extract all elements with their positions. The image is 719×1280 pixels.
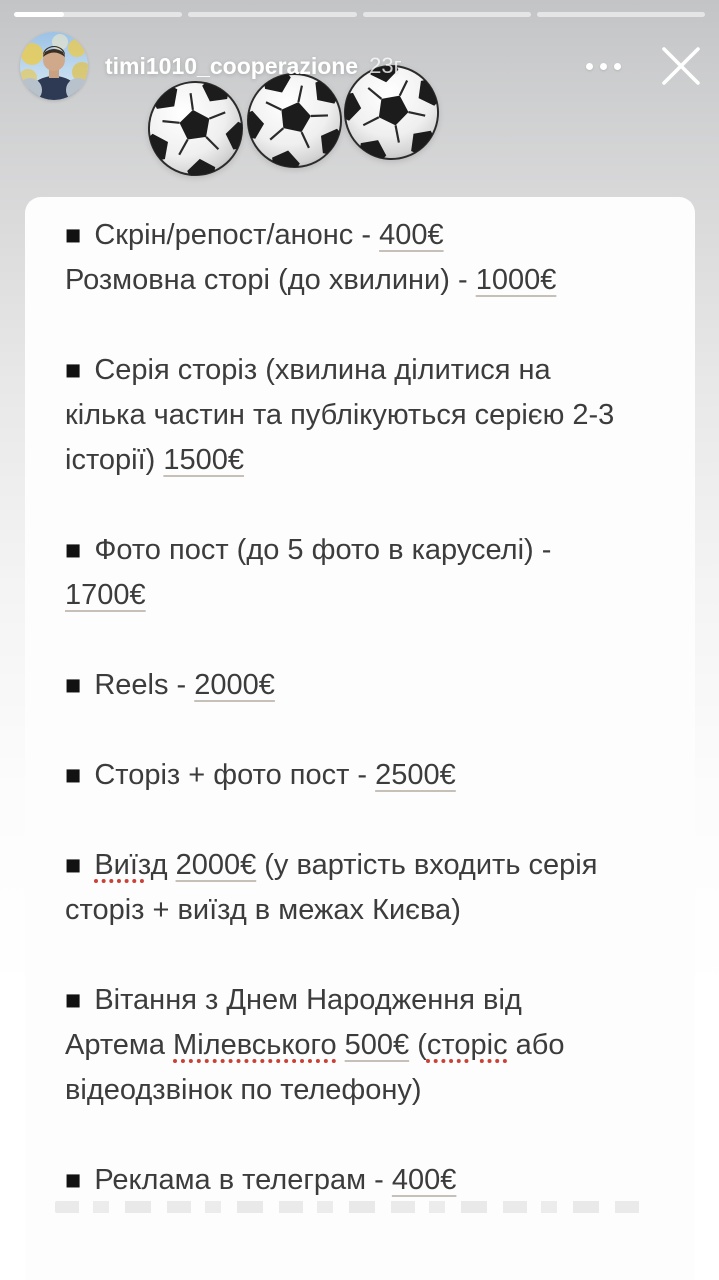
bullet-icon: ■ (65, 220, 82, 250)
price-value: 1500€ (163, 444, 245, 476)
text-line (65, 753, 661, 798)
text-segment (337, 1029, 345, 1061)
text-line (65, 348, 661, 393)
text-segment: сторіз + виїзд в межах Києва) (65, 894, 461, 926)
price-value: 2000€ (175, 849, 257, 881)
story-timestamp: 23г (369, 53, 402, 78)
progress-segment (188, 12, 356, 17)
text-segment: Сторіз + фото пост - (94, 759, 376, 791)
spellcheck-word: сторіс (426, 1029, 508, 1061)
text-line (65, 978, 661, 1023)
text-line (65, 258, 661, 303)
text-line (65, 438, 661, 483)
price-list-item (65, 753, 661, 798)
spellcheck-word: Мілевського (173, 1029, 337, 1061)
text-segment: відеодзвінок по телефону) (65, 1074, 422, 1106)
price-value: 400€ (379, 219, 444, 251)
close-icon (658, 43, 704, 89)
progress-fill (14, 12, 64, 17)
spellcheck-word: Виїзд (94, 849, 168, 881)
price-value: 2000€ (194, 669, 275, 701)
price-list-item (65, 978, 661, 1113)
price-list-item (65, 348, 661, 483)
text-line (65, 888, 661, 933)
text-line (65, 843, 661, 888)
text-line (65, 1068, 661, 1113)
price-value: 1700€ (65, 579, 146, 611)
price-list-item (65, 843, 661, 933)
text-segment: історії) (65, 444, 164, 476)
bullet-icon: ■ (65, 985, 82, 1015)
more-options-button[interactable] (576, 49, 631, 84)
text-segment: Розмовна сторі (до хвилини) - (65, 264, 476, 296)
cropped-text-line (55, 1201, 640, 1213)
bullet-icon: ■ (65, 535, 82, 565)
bullet-icon: ■ (65, 355, 82, 385)
text-segment: Reels - (94, 669, 195, 701)
bullet-icon: ■ (65, 670, 82, 700)
text-segment: Вітання з Днем Народження від (94, 984, 522, 1016)
more-options-icon (586, 63, 593, 70)
avatar-photo (20, 32, 88, 100)
text-segment: ( (409, 1029, 427, 1061)
text-line (65, 663, 661, 708)
text-line (65, 573, 661, 618)
text-segment: Фото пост (до 5 фото в каруселі) - (94, 534, 552, 566)
text-segment: кілька частин та публікуються серією 2-3 (65, 399, 615, 431)
text-segment: Серія сторіз (хвилина ділитися на (94, 354, 551, 386)
price-list (65, 213, 661, 1203)
progress-segment (14, 12, 182, 17)
price-list-item (65, 213, 661, 303)
progress-segment (537, 12, 705, 17)
bullet-icon: ■ (65, 850, 82, 880)
username[interactable]: timi1010_cooperazione (105, 52, 359, 79)
text-line (65, 393, 661, 438)
text-segment: Артема (65, 1029, 174, 1061)
progress-segment (363, 12, 531, 17)
text-segment (168, 849, 176, 881)
bullet-icon: ■ (65, 1165, 82, 1195)
text-line (65, 1158, 661, 1203)
text-line (65, 1023, 661, 1068)
price-value: 1000€ (475, 264, 557, 296)
close-button[interactable] (653, 38, 709, 94)
price-value: 2500€ (375, 759, 456, 791)
story-header (20, 30, 709, 102)
price-list-item (65, 528, 661, 618)
story-text-card (25, 197, 695, 1280)
bullet-icon: ■ (65, 760, 82, 790)
price-value: 400€ (391, 1164, 457, 1196)
price-list-item (65, 663, 661, 708)
price-value: 500€ (344, 1029, 410, 1061)
story-progress-bar (14, 12, 705, 17)
text-line (65, 528, 661, 573)
text-segment: або (507, 1029, 565, 1061)
text-segment: Реклама в телеграм - (94, 1164, 392, 1196)
text-segment: (у вартість входить серія (256, 849, 598, 881)
price-list-item (65, 1158, 661, 1203)
text-line (65, 213, 661, 258)
story-avatar[interactable] (20, 32, 88, 100)
text-segment: Скрін/репост/анонс - (94, 219, 380, 251)
